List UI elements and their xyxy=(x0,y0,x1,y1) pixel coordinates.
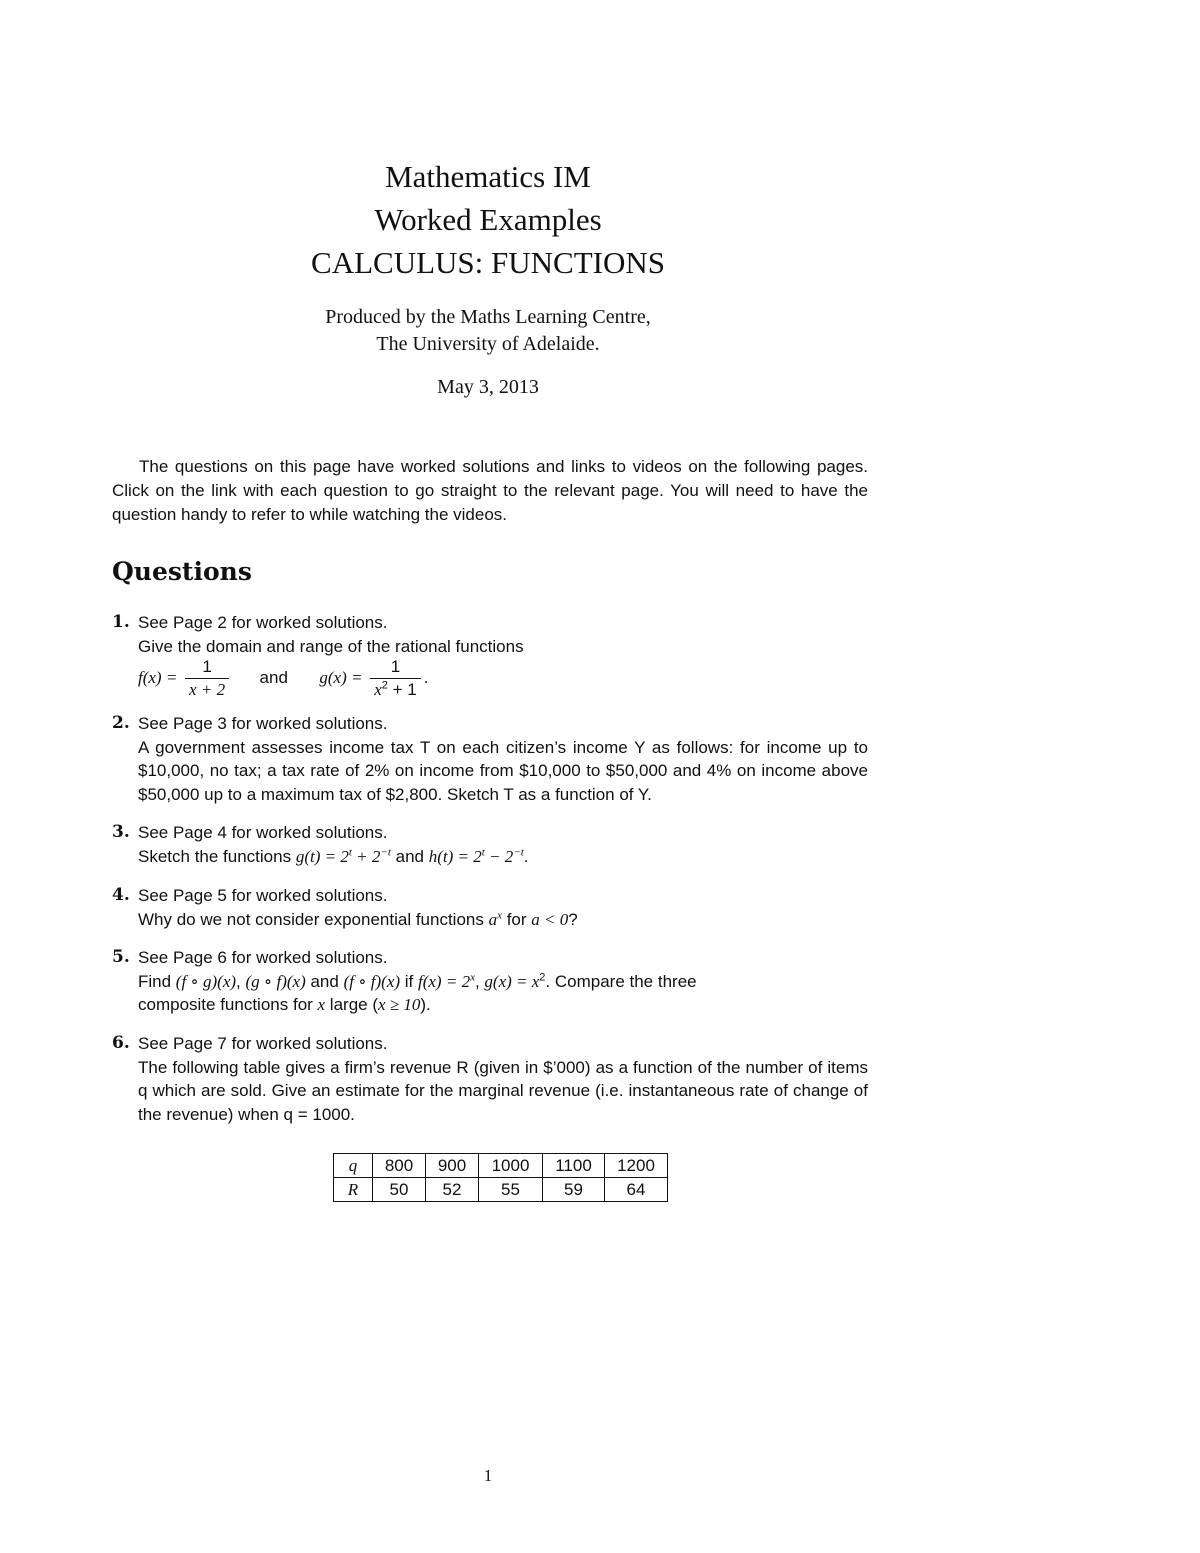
section-heading: Questions xyxy=(112,557,252,586)
fraction-f xyxy=(185,656,229,701)
question-text-line1 xyxy=(138,970,868,994)
question-6 xyxy=(112,1032,868,1126)
fof: (f ∘ f)(x) xyxy=(343,971,401,991)
g-numerator: 1 xyxy=(390,657,401,676)
g-exp2: −t xyxy=(380,845,391,858)
question-2 xyxy=(112,712,868,806)
sep: and xyxy=(305,971,344,991)
question-4 xyxy=(112,884,868,931)
question-1-formula xyxy=(138,656,868,701)
g-den-base: x xyxy=(374,680,382,699)
sep: , xyxy=(236,971,246,991)
row-label-r: R xyxy=(334,1178,373,1202)
question-number: 2. xyxy=(112,713,130,733)
f-denominator: x + 2 xyxy=(185,678,229,701)
text: large ( xyxy=(325,995,378,1014)
end-punct: ? xyxy=(568,909,578,929)
f-lhs: f(x) = xyxy=(138,667,178,687)
fog: (f ∘ g)(x) xyxy=(175,971,237,991)
question-5 xyxy=(112,946,868,1017)
gx-exp: 2 xyxy=(539,970,546,983)
table-cell: 800 xyxy=(373,1154,426,1178)
document-title-line2: Worked Examples xyxy=(374,202,602,237)
fraction-g xyxy=(370,656,421,701)
question-1-link[interactable]: See Page 2 for worked solutions. xyxy=(138,613,388,632)
question-number: 6. xyxy=(112,1033,130,1053)
question-4-link[interactable]: See Page 5 for worked solutions. xyxy=(138,886,388,905)
question-number: 4. xyxy=(112,885,130,905)
page-number: 1 xyxy=(483,1466,493,1485)
table-row xyxy=(334,1154,668,1178)
question-3 xyxy=(112,821,868,868)
question-text xyxy=(138,845,868,869)
text: ). xyxy=(420,995,431,1014)
question-number: 5. xyxy=(112,947,130,967)
text-b: for xyxy=(501,909,532,929)
text-a: Why do we not consider exponential functions xyxy=(138,909,489,929)
question-text-line2 xyxy=(138,993,868,1017)
question-5-link[interactable]: See Page 6 for worked solutions. xyxy=(138,948,388,967)
question-1 xyxy=(112,611,868,701)
fx: f(x) = 2 xyxy=(418,971,471,991)
document-title-line3: CALCULUS: FUNCTIONS xyxy=(311,245,665,280)
question-text xyxy=(138,908,868,932)
table-cell: 59 xyxy=(543,1178,605,1202)
h-exp2: −t xyxy=(513,845,524,858)
g-exp1: t xyxy=(348,845,352,858)
table-cell: 1200 xyxy=(605,1154,668,1178)
table-row xyxy=(334,1178,668,1202)
f-numerator: 1 xyxy=(202,657,212,676)
and-word: and xyxy=(259,667,288,687)
document-title-line1: Mathematics IM xyxy=(385,159,591,194)
title-block xyxy=(0,155,976,399)
table-cell: 50 xyxy=(373,1178,426,1202)
question-number: 3. xyxy=(112,822,130,842)
text: Find xyxy=(138,971,176,991)
g-den-exp: 2 xyxy=(381,679,388,692)
text: . Compare the three xyxy=(545,971,697,991)
document-date: May 3, 2013 xyxy=(437,376,539,398)
question-6-link[interactable]: See Page 7 for worked solutions. xyxy=(138,1034,388,1053)
g-den-rest: + 1 xyxy=(387,680,417,699)
gof: (g ∘ f)(x) xyxy=(245,971,306,991)
h-mid: − 2 xyxy=(484,846,514,866)
question-text: The following table gives a firm’s revenue R (given in $’000) as a function of the number of items q which are sold. Give an estimate for the marginal revenue (i.e. instantaneous rate of change of the revenue) when q = 1000. xyxy=(138,1057,868,1124)
if-word: if xyxy=(400,971,418,991)
a-var: a xyxy=(488,909,498,929)
table-cell: 1000 xyxy=(479,1154,543,1178)
table-cell: 55 xyxy=(479,1178,543,1202)
text-a: Sketch the functions xyxy=(138,846,296,866)
gx: g(x) = x xyxy=(484,971,540,991)
question-number: 1. xyxy=(112,612,130,632)
table-cell: 900 xyxy=(426,1154,479,1178)
question-text: A government assesses income tax T on each citizen’s income Y as follows: for income up to $10,000, no tax; a tax rate of 2% on income from $10,000 to $50,000 and 4% on income above $50,000 up to a maximum tax of $2,800. Sketch T as a function of Y. xyxy=(138,737,868,804)
question-text: Give the domain and range of the rational functions xyxy=(138,636,524,656)
g-denominator xyxy=(370,678,421,701)
g-mid: + 2 xyxy=(351,846,381,866)
formula-end: . xyxy=(423,667,429,687)
fx-exp: x xyxy=(470,970,475,983)
table-cell: 52 xyxy=(426,1178,479,1202)
g-expr: g(t) = 2 xyxy=(295,846,349,866)
end-punct: . xyxy=(523,846,529,866)
revenue-table xyxy=(333,1153,668,1202)
condition: x ≥ 10 xyxy=(378,995,421,1014)
x-var: x xyxy=(317,995,326,1014)
intro-paragraph: The questions on this page have worked solutions and links to videos on the following pages. Click on the link with each question to go straight to the relevant page. You will need to have the question handy to refer to while watching the videos. xyxy=(112,457,868,524)
text: composite functions for xyxy=(138,995,318,1014)
a-exp: x xyxy=(497,908,502,921)
byline-line1: Produced by the Maths Learning Centre, xyxy=(325,306,651,328)
row-label-q: q xyxy=(334,1154,373,1178)
g-lhs: g(x) = xyxy=(319,667,363,687)
h-expr: h(t) = 2 xyxy=(428,846,482,866)
question-2-link[interactable]: See Page 3 for worked solutions. xyxy=(138,714,388,733)
h-exp1: t xyxy=(481,845,485,858)
table-cell: 64 xyxy=(605,1178,668,1202)
sep: , xyxy=(474,971,485,991)
table-cell: 1100 xyxy=(543,1154,605,1178)
question-3-link[interactable]: See Page 4 for worked solutions. xyxy=(138,823,388,842)
and-word: and xyxy=(390,846,429,866)
byline-line2: The University of Adelaide. xyxy=(376,333,600,355)
condition: a < 0 xyxy=(531,909,569,929)
